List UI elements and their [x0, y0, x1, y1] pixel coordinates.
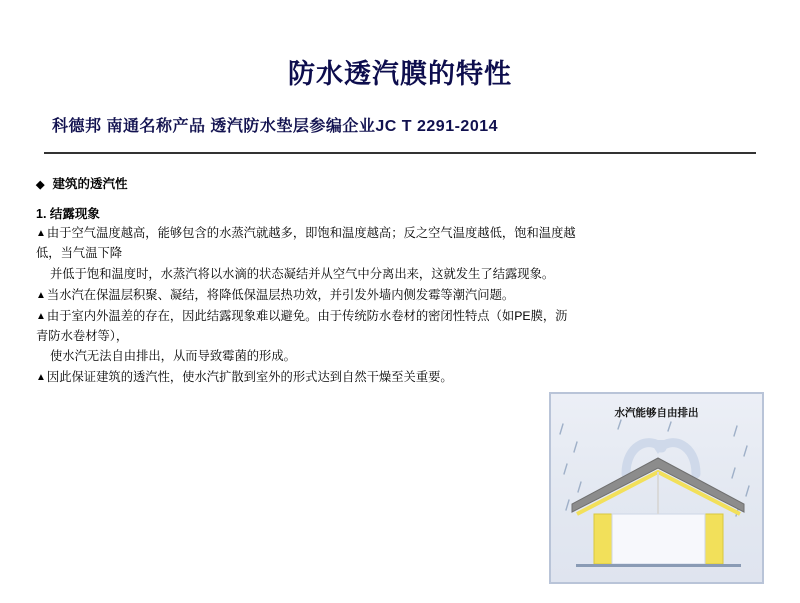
section-heading — [36, 174, 127, 192]
paragraph-6-text: 因此保证建筑的透汽性，使水汽扩散到室外的形式达到自然干燥至关重要。 — [46, 370, 453, 385]
section-heading-label: 建筑的透汽性 — [52, 177, 128, 191]
paragraph-4-text: 由于室内外温差的存在，因此结露现象难以避免。由于传统防水卷材的密闭性特点（如PE膜，沥青防水卷材等）， — [36, 308, 568, 343]
paragraph-1 — [36, 224, 576, 264]
paragraph-4 — [36, 307, 576, 347]
paragraph-6 — [36, 368, 576, 388]
body-text-block — [36, 224, 576, 389]
house-vapor-diffusion-diagram — [549, 392, 764, 584]
paragraph-5 — [36, 347, 576, 367]
paragraph-2 — [36, 265, 576, 285]
triangle-bullet-icon: ▲ — [36, 310, 46, 322]
figure-caption: 水汽能够自由排出 — [614, 407, 699, 419]
triangle-bullet-icon: ▲ — [36, 289, 46, 301]
page-title: 防水透汽膜的特性 — [288, 59, 512, 89]
triangle-bullet-icon: ▲ — [36, 372, 46, 384]
header-divider — [44, 152, 756, 154]
page-subtitle: 科德邦 南通名称产品 透汽防水垫层参编企业JC T 2291-2014 — [52, 118, 499, 135]
paragraph-5-text: 使水汽无法自由排出，从而导致霉菌的形成。 — [50, 349, 296, 364]
paragraph-1-text: 由于空气温度越高，能够包含的水蒸汽就越多，即饱和温度越高；反之空气温度越低，饱和温度越低，当气温下降 — [36, 226, 576, 260]
paragraph-2-text: 并低于饱和温度时，水蒸汽将以水滴的状态凝结并从空气中分离出来，这就发生了结露现象。 — [50, 266, 555, 281]
house-illustration — [568, 442, 749, 572]
paragraph-3 — [36, 286, 576, 306]
triangle-bullet-icon: ▲ — [36, 228, 46, 239]
subsection-heading: 1. 结露现象 — [36, 207, 100, 221]
diamond-bullet-icon: ◆ — [36, 179, 45, 191]
paragraph-3-text: 当水汽在保温层积聚、凝结，将降低保温层热功效，并引发外墙内侧发霉等潮汽问题。 — [46, 287, 515, 302]
